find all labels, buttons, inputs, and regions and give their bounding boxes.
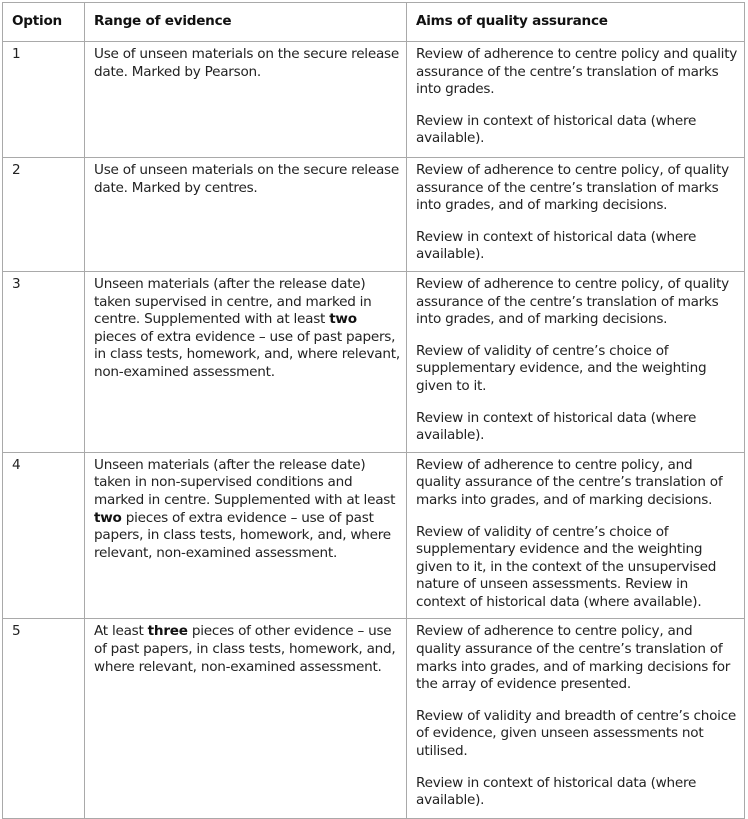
aims-paragraph: Review in context of historical data (where available). xyxy=(416,774,697,809)
header-option: Option xyxy=(3,3,85,42)
table-row xyxy=(3,271,745,452)
table-row xyxy=(3,619,745,819)
evidence-cell xyxy=(85,271,407,452)
quality-assurance-table xyxy=(2,2,745,819)
evidence-text: pieces of extra evidence – use of past papers, in class tests, homework, and, where relevant, non-examined assessment. xyxy=(94,328,400,380)
aims-paragraph: Review of validity and breadth of centre’s choice of evidence, given unseen assessments not utilised. xyxy=(416,707,737,760)
aims-paragraph: Review of adherence to centre policy, of quality assurance of the centre’s translation of marks into grades, and of marking decisions. xyxy=(416,275,729,328)
aims-paragraph: Review in context of historical data (where available). xyxy=(416,409,697,444)
aims-cell xyxy=(407,158,745,272)
option-number: 2 xyxy=(3,158,85,272)
evidence-cell xyxy=(85,158,407,272)
evidence-text: Unseen materials (after the release date) taken supervised in centre, and marked in centre. Supplemented with at least xyxy=(94,275,372,328)
table-row xyxy=(3,452,745,619)
aims-paragraph: Review of adherence to centre policy and quality assurance of the centre’s translation of marks into grades. xyxy=(416,46,738,98)
evidence-cell xyxy=(85,619,407,819)
evidence-text: At least xyxy=(94,623,148,640)
aims-paragraph: Review of adherence to centre policy, and quality assurance of the centre’s translation of marks into grades, and of marking decisions. xyxy=(416,456,723,508)
evidence-text: Use of unseen materials on the secure release date. Marked by Pearson. xyxy=(94,46,399,80)
aims-cell xyxy=(407,619,745,819)
evidence-text: pieces of other evidence – use of past papers, in class tests, homework, and, where relevant, non-examined assessment. xyxy=(94,623,396,675)
option-number: 4 xyxy=(3,452,85,619)
aims-cell xyxy=(407,452,745,619)
evidence-cell xyxy=(85,42,407,158)
table-row xyxy=(3,158,745,272)
evidence-emphasis: two xyxy=(94,509,122,526)
aims-paragraph: Review in context of historical data (where available). xyxy=(416,228,697,263)
aims-paragraph: Review of adherence to centre policy, of quality assurance of the centre’s translation of marks into grades, and of marking decisions. xyxy=(416,162,729,214)
option-number: 3 xyxy=(3,271,85,452)
header-row xyxy=(3,3,745,42)
aims-paragraph: Review of validity of centre’s choice of supplementary evidence and the weighting given to it, in the context of the unsupervised nature of unseen assessments. Review in context of historical data (where available). xyxy=(416,523,717,610)
aims-paragraph: Review of validity of centre’s choice of supplementary evidence, and the weighting given to it. xyxy=(416,342,707,394)
evidence-text: pieces of extra evidence – use of past papers, in class tests, homework, and, where relevant, non-examined assessment. xyxy=(94,509,391,561)
table-row xyxy=(3,42,745,158)
option-number: 5 xyxy=(3,619,85,819)
header-aims-of-quality-assurance: Aims of quality assurance xyxy=(407,3,745,42)
aims-paragraph: Review of adherence to centre policy, and quality assurance of the centre’s translation of marks into grades, and of marking decisions for the array of evidence presented. xyxy=(416,623,731,693)
evidence-emphasis: two xyxy=(329,311,357,328)
option-number: 1 xyxy=(3,42,85,158)
evidence-emphasis: three xyxy=(147,623,188,640)
evidence-text: Unseen materials (after the release date) taken in non-supervised conditions and marked in centre. Supplemented with at least xyxy=(94,456,396,508)
aims-cell xyxy=(407,42,745,158)
aims-paragraph: Review in context of historical data (where available). xyxy=(416,112,697,147)
header-range-of-evidence: Range of evidence xyxy=(85,3,407,42)
evidence-text: Use of unseen materials on the secure release date. Marked by centres. xyxy=(94,162,399,196)
aims-cell xyxy=(407,271,745,452)
evidence-cell xyxy=(85,452,407,619)
